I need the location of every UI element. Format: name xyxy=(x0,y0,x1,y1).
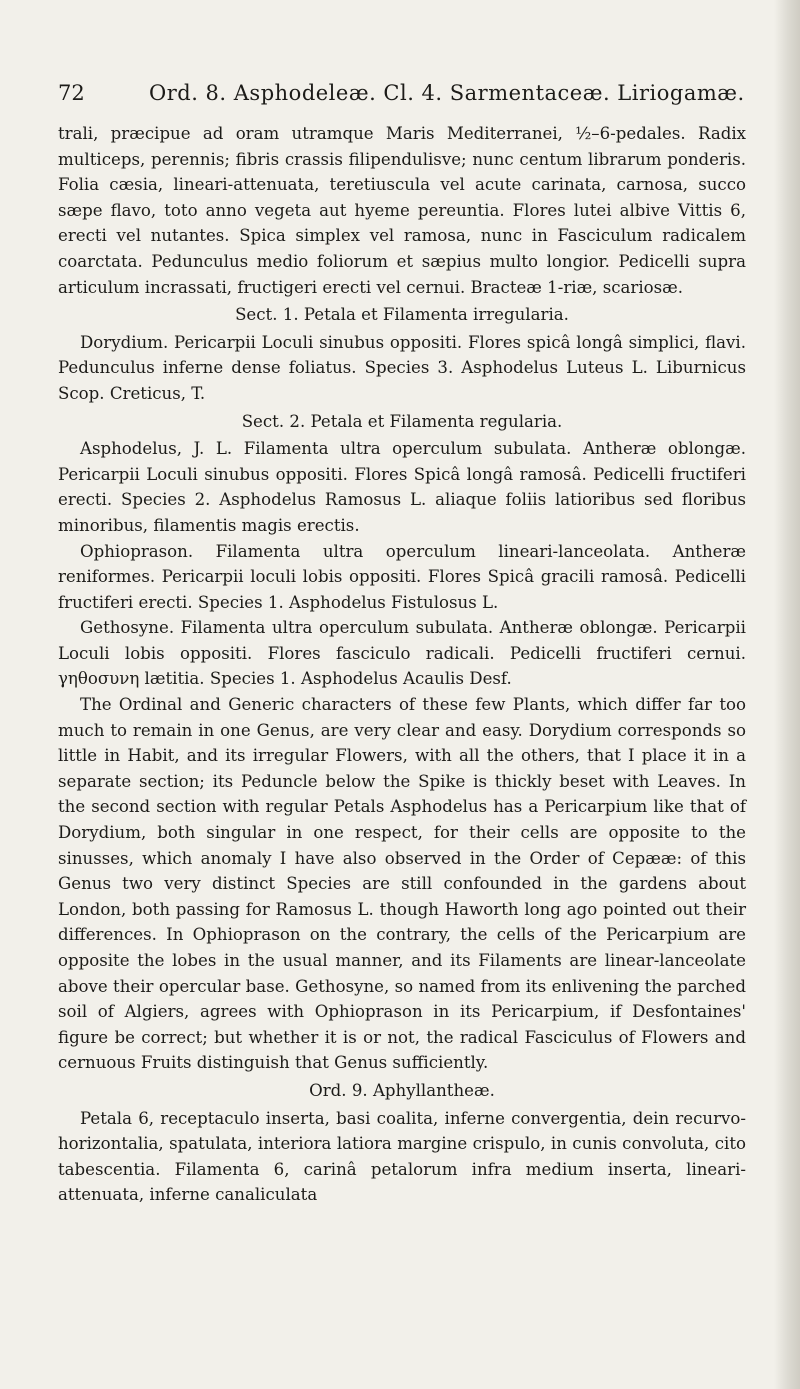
paragraph-dorydium: Dorydium. Pericarpii Loculi sinubus oppositi. Flores spicâ longâ simplici, flavi. Pedunculus inferne dense foliatus. Species 3. Asphodelus Luteus L. Liburnicus Scop. Creticus, T. xyxy=(58,332,746,403)
order-9-heading: Ord. 9. Aphyllantheæ. xyxy=(309,1080,495,1100)
page-number: 72 xyxy=(58,81,85,105)
body-text xyxy=(58,121,746,1208)
paragraph-asphodelus: Asphodelus, J. L. Filamenta ultra operculum subulata. Antheræ oblongæ. Pericarpii Loculi sinubus oppositi. Flores Spicâ longâ ramosâ. Pedicelli fructiferi erecti. Species 2. Asphodelus Ramosus L. aliaque foliis latioribus sed floribus minoribus, filamentis magis erectis. xyxy=(58,439,746,535)
paragraph-discussion: The Ordinal and Generic characters of these few Plants, which differ far too much to remain in one Genus, are very clear and easy. Dorydium corresponds so little in Habit, and its irregular Flowers, with all the others, that I place it in a separate section; its Peduncle below the Spike is thickly beset with Leaves. In the second section with regular Petals Asphodelus has a Pericarpium like that of Dorydium, both singular in one respect, for their cells are opposite to the sinusses, which anomaly I have also observed in the Order of Cepææ: of this Genus two very distinct Species are still confounded in the gardens about London, both passing for Ramosus L. though Haworth long ago pointed out their differences. In Ophioprason on the contrary, the cells of the Pericarpium are opposite the lobes in the usual manner, and its Filaments are linear-lanceolate above their opercular base. Gethosyne, so named from its enlivening the parched soil of Algiers, agrees with Ophioprason in its Pericarpium, if Desfontaines' figure be correct; but whether it is or not, the radical Fasciculus of Flowers and cernuous Fruits distinguish that Genus sufficiently. xyxy=(58,695,746,1073)
section-1-heading: Sect. 1. Petala et Filamenta irregularia. xyxy=(235,305,569,325)
paragraph-ophioprason: Ophioprason. Filamenta ultra operculum lineari-lanceolata. Antheræ reniformes. Pericarpii loculi lobis oppositi. Flores Spicâ gracili ramosâ. Pedicelli fructiferi erecti. Species 1. Asphodelus Fistulosus L. xyxy=(58,541,746,612)
section-heading: Ord. 8. Asphodeleæ. Cl. 4. Sarmentaceæ. Liriogamæ. xyxy=(149,81,745,105)
section-2-heading: Sect. 2. Petala et Filamenta regularia. xyxy=(241,411,563,431)
paragraph-aphyllantheae: Petala 6, receptaculo inserta, basi coalita, inferne convergentia, dein recurvo-horizontalia, spatulata, interiora latiora margine crispulo, in cunis convoluta, cito tabescentia. Filamenta 6, carinâ petalorum infra medium inserta, lineari-attenuata, inferne canaliculata xyxy=(58,1108,746,1205)
page-edge-shadow xyxy=(774,0,800,1389)
paragraph-genus-description: trali, præcipue ad oram utramque Maris Mediterranei, ½–6-pedales. Radix multiceps, perennis; fibris crassis filipendulisve; nunc centum librarum ponderis. Folia cæsia, lineari-attenuata, teretiuscula vel acute carinata, carnosa, succo sæpe flavo, toto anno vegeta aut hyeme pereuntia. Flores lutei albive Vittis 6, erecti vel nutantes. Spica simplex vel ramosa, nunc in Fasciculum radicalem coarctata. Pedunculus medio foliorum et sæpius multo longior. Pedicelli supra articulum incrassati, fructigeri erecti vel cernui. Bracteæ 1-riæ, scariosæ. xyxy=(58,124,746,297)
running-header xyxy=(58,78,758,108)
paragraph-gethosyne: Gethosyne. Filamenta ultra operculum subulata. Antheræ oblongæ. Pericarpii Loculi lobis oppositi. Flores fasciculo radicali. Pedicelli fructiferi cernui. γηθοσυνη lætitia. Species 1. Asphodelus Acaulis Desf. xyxy=(58,618,746,689)
